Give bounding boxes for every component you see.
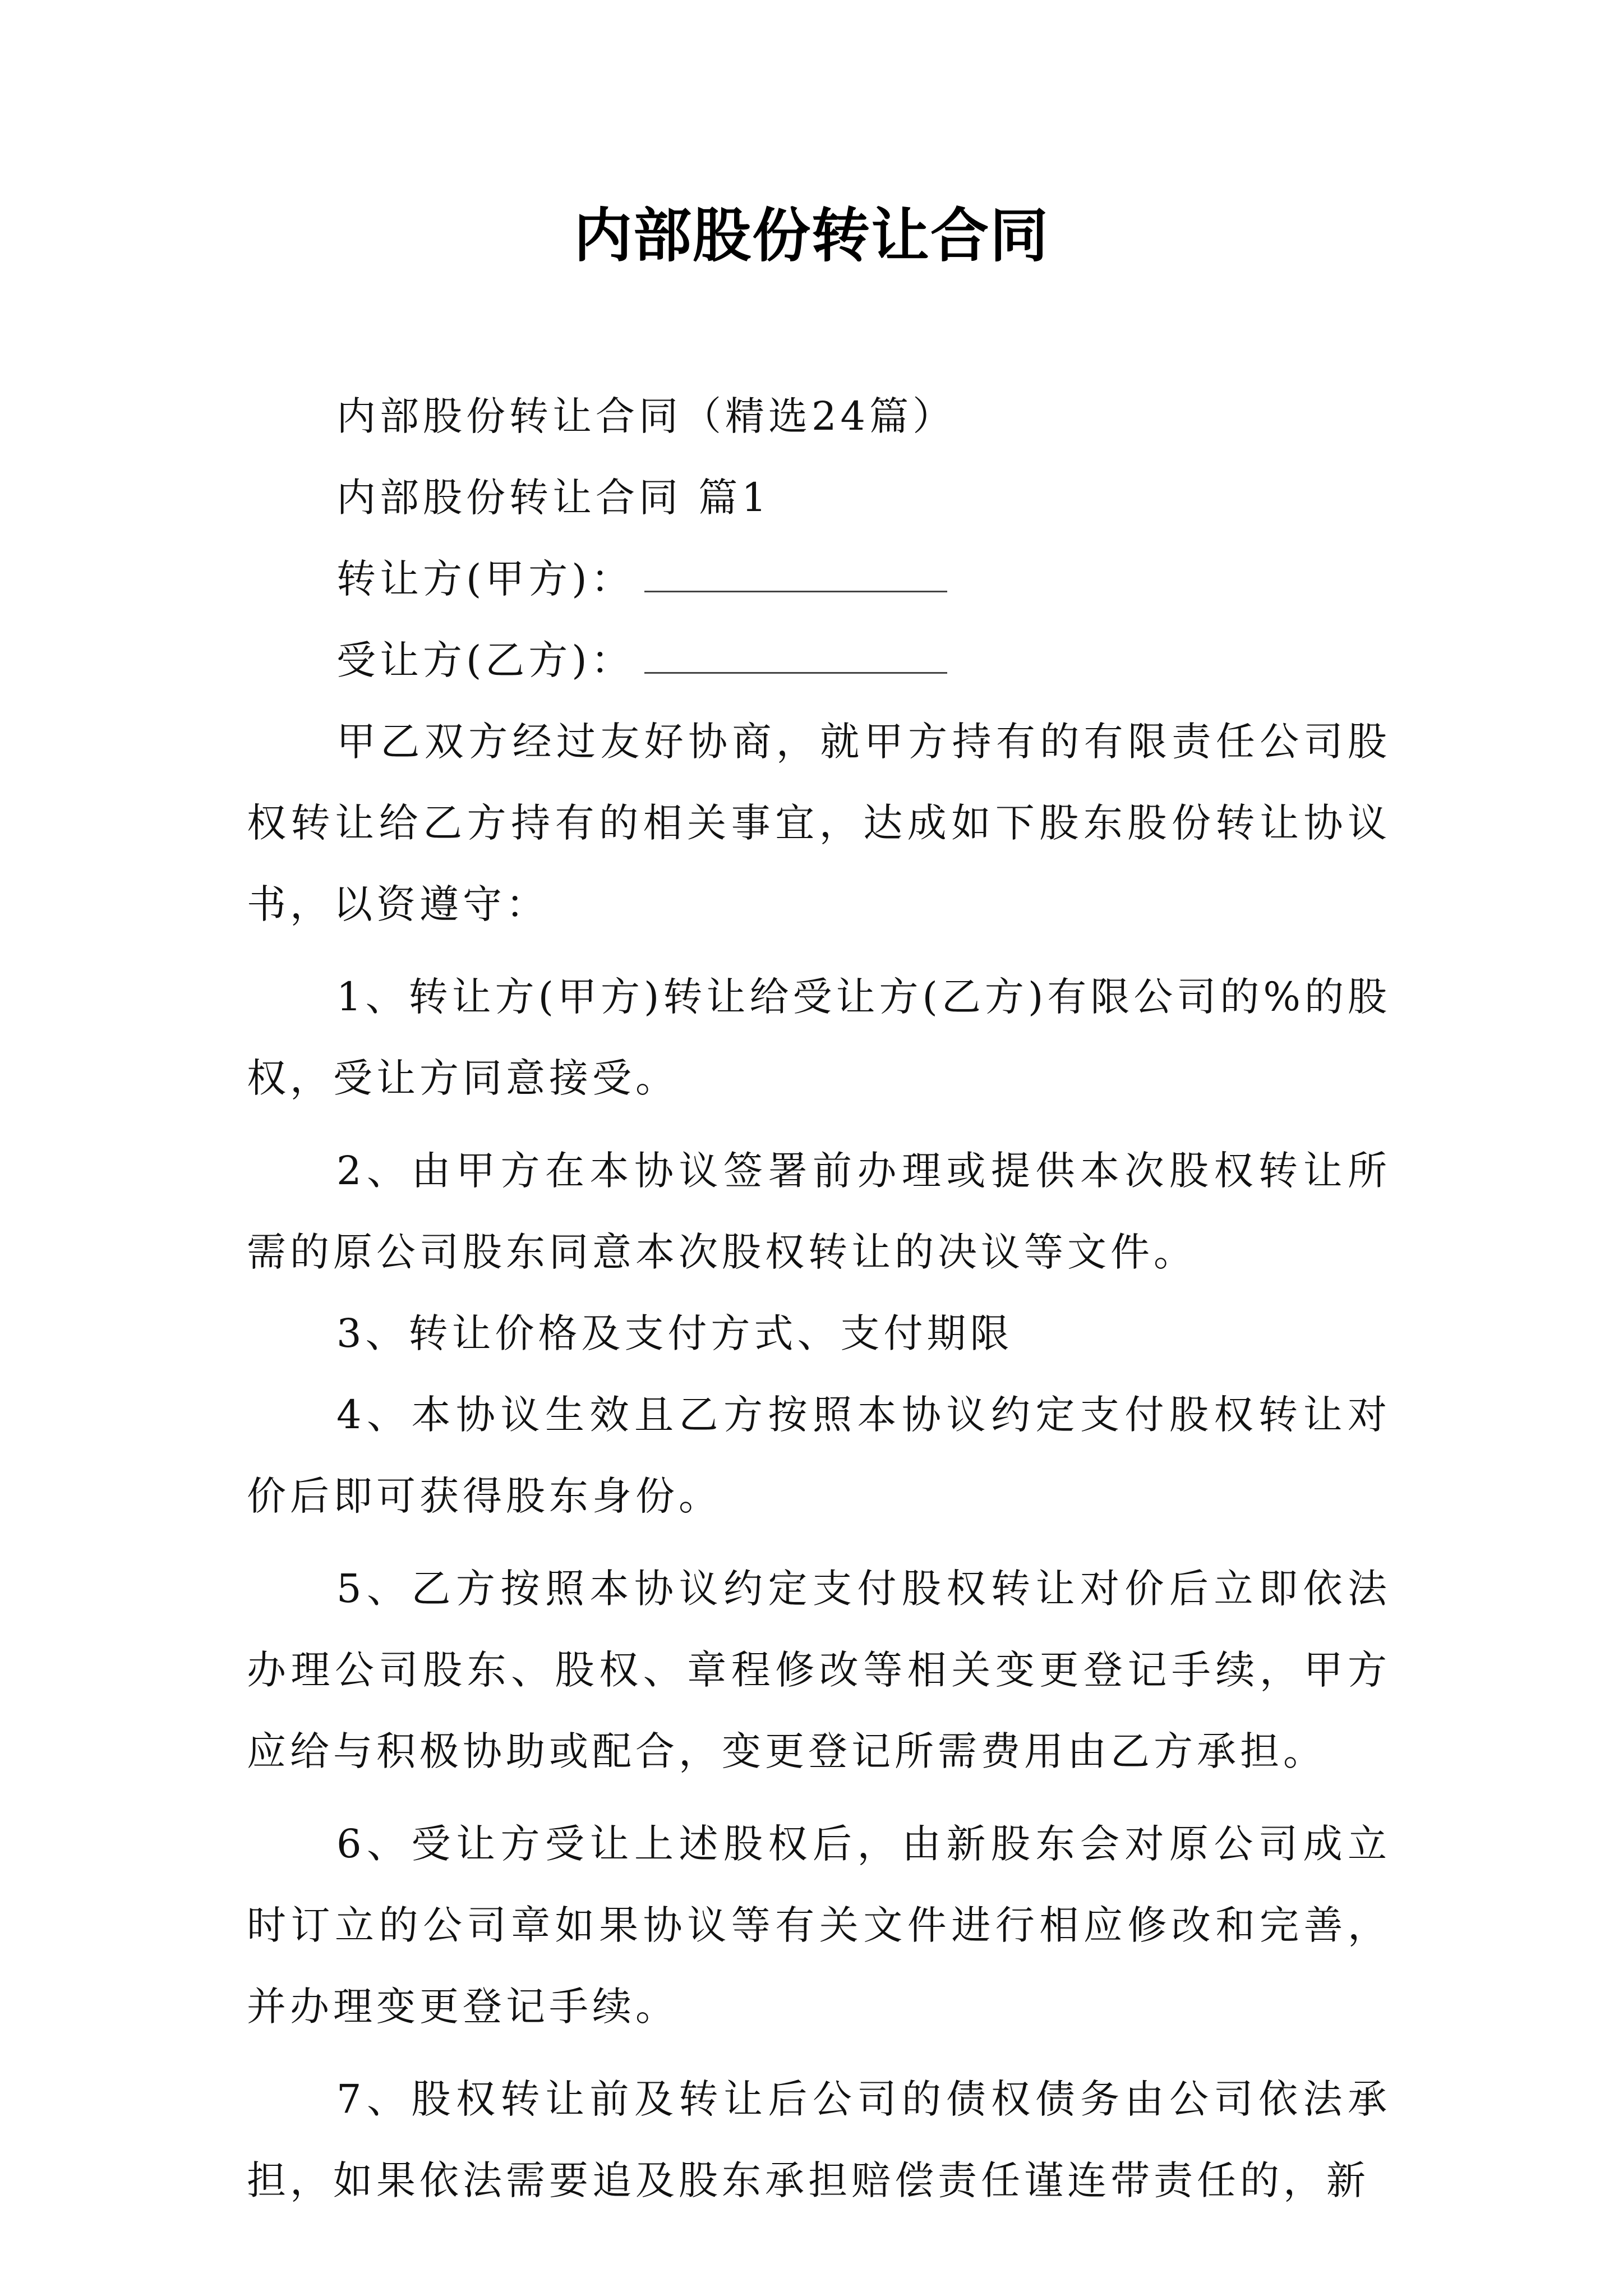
party-a-blank [644, 551, 947, 592]
paragraph-clause-1: 1、转让方(甲方)转让给受让方(乙方)有限公司的%的股权，受让方同意接受。 [247, 974, 1391, 1101]
party-a-line [247, 539, 1391, 620]
document-title: 内部股份转让合同 [573, 201, 1049, 270]
paragraph-clause-2: 2、由甲方在本协议签署前办理或提供本次股权转让所需的原公司股东同意本次股权转让的决议等文件。 [247, 1148, 1391, 1275]
paragraph-clause-7: 7、股权转让前及转让后公司的债权债务由公司依法承担，如果依法需要追及股东承担赔偿责任谨连带责任的，新 [247, 2076, 1391, 2203]
paragraph-clause-3: 3、转让价格及支付方式、支付期限 [336, 1310, 1013, 1356]
paragraph-clause-5: 5、乙方按照本协议约定支付股权转让对价后立即依法办理公司股东、股权、章程修改等相关变更登记手续，甲方应给与积极协助或配合，变更登记所需费用由乙方承担。 [247, 1566, 1391, 1774]
party-b-line [247, 620, 1391, 701]
party-a-label: 转让方(甲方)： [336, 556, 634, 602]
section-heading: 内部股份转让合同 篇1 [336, 475, 771, 521]
document-body [247, 376, 1391, 2221]
document-subtitle: 内部股份转让合同（精选24篇） [336, 393, 956, 439]
party-b-blank [644, 633, 947, 674]
paragraph-clause-4: 4、本协议生效且乙方按照本协议约定支付股权转让对价后即可获得股东身份。 [247, 1392, 1391, 1519]
paragraph-intro: 甲乙双方经过友好协商，就甲方持有的有限责任公司股权转让给乙方持有的相关事宜，达成如下股东股份转让协议书，以资遵守： [247, 719, 1391, 927]
party-b-label: 受让方(乙方)： [336, 637, 634, 683]
paragraph-clause-6: 6、受让方受让上述股权后，由新股东会对原公司成立时订立的公司章如果协议等有关文件进行相应修改和完善，并办理变更登记手续。 [247, 1821, 1391, 2030]
